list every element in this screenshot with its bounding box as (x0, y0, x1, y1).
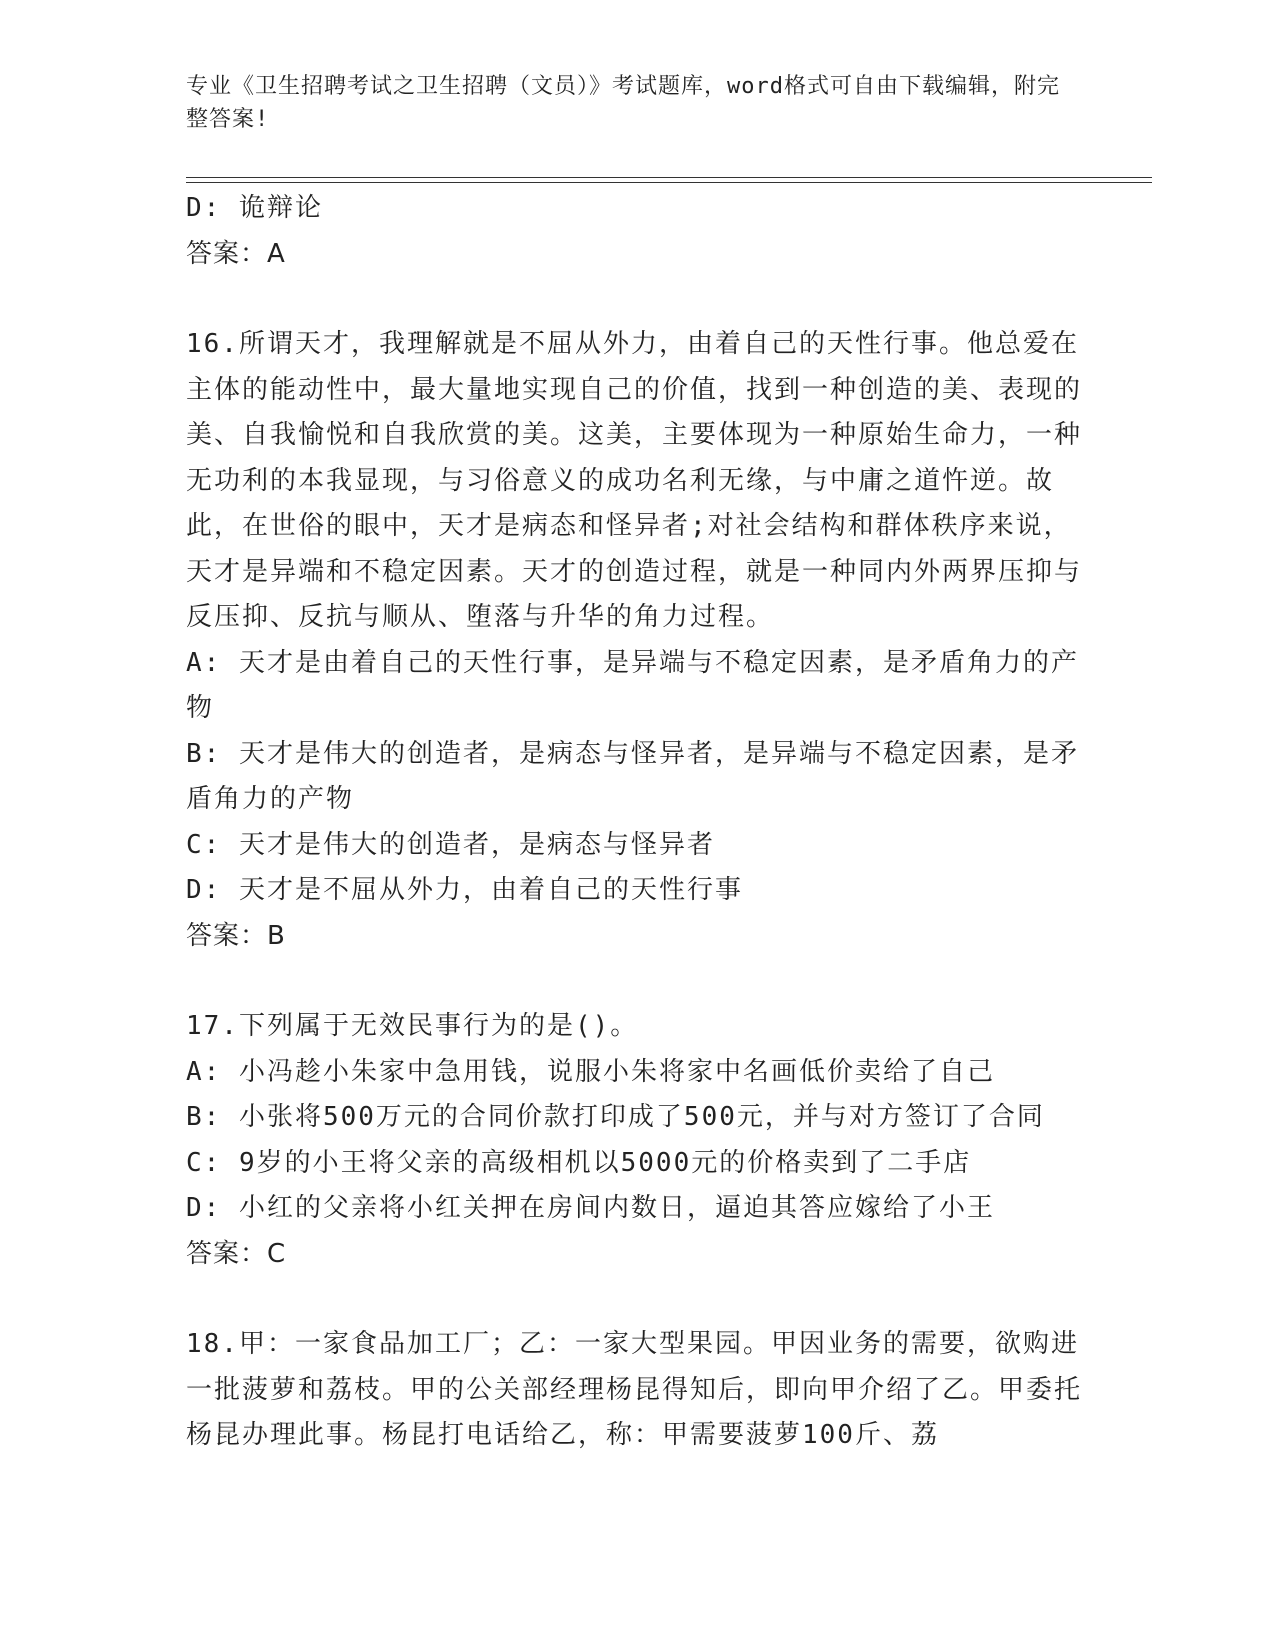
spacer (186, 277, 1086, 322)
option-d: D: 天才是不屈从外力，由着自己的天性行事 (186, 875, 743, 905)
option-a: A: 小冯趁小朱家中急用钱，说服小朱将家中名画低价卖给了自己 (186, 1056, 995, 1087)
option-c: C: 天才是伟大的创造者，是病态与怪异者 (186, 829, 715, 860)
option-c: C: 9岁的小王将父亲的高级相机以5000元的价格卖到了二手店 (186, 1147, 972, 1178)
document-header-text: 专业《卫生招聘考试之卫生招聘（文员）》考试题库，word格式可自由下载编辑，附完整答案! (186, 74, 1060, 132)
option-d: D: 诡辩论 (186, 193, 323, 223)
question-text: 17.下列属于无效民事行为的是()。 (186, 1011, 639, 1041)
answer: 答案：C (186, 1238, 287, 1269)
option-d: D: 小红的父亲将小红关押在房间内数日，逼迫其答应嫁给了小王 (186, 1193, 995, 1223)
question-17 (186, 1004, 1086, 1277)
question-text: 16.所谓天才，我理解就是不屈从外力，由着自己的天性行事。他总爱在主体的能动性中，最大量地实现自己的价值，找到一种创造的美、表现的美、自我愉悦和自我欣赏的美。这美，主要体现为一种原始生命力，一种无功利的本我显现，与习俗意义的成功名利无缘，与中庸之道忤逆。故此，在世俗的眼中，天才是病态和怪异者;对社会结构和群体秩序来说，天才是异端和不稳定因素。天才的创造过程，就是一种同内外两界压抑与反压抑、反抗与顺从、堕落与升华的角力过程。 (186, 329, 1083, 632)
previous-question-tail (186, 186, 1086, 277)
option-b: B: 天才是伟大的创造者，是病态与怪异者，是异端与不稳定因素，是矛盾角力的产物 (186, 738, 1079, 814)
question-16 (186, 322, 1086, 959)
header-divider-bottom (186, 182, 1152, 183)
question-text: 18.甲：一家食品加工厂；乙：一家大型果园。甲因业务的需要，欲购进一批菠萝和荔枝。甲的公关部经理杨昆得知后，即向甲介绍了乙。甲委托杨昆办理此事。杨昆打电话给乙，称：甲需要菠萝100斤、荔 (186, 1329, 1083, 1450)
option-b: B: 小张将500万元的合同价款打印成了500元，并与对方签订了合同 (186, 1102, 1045, 1132)
spacer (186, 1277, 1086, 1322)
header-divider-top (186, 177, 1152, 178)
document-body (186, 186, 1086, 1459)
page-header (186, 70, 1086, 136)
question-18 (186, 1322, 1086, 1459)
option-a: A: 天才是由着自己的天性行事，是异端与不稳定因素，是矛盾角力的产物 (186, 647, 1079, 723)
answer: 答案：A (186, 238, 286, 269)
spacer (186, 959, 1086, 1004)
answer: 答案：B (186, 920, 286, 951)
